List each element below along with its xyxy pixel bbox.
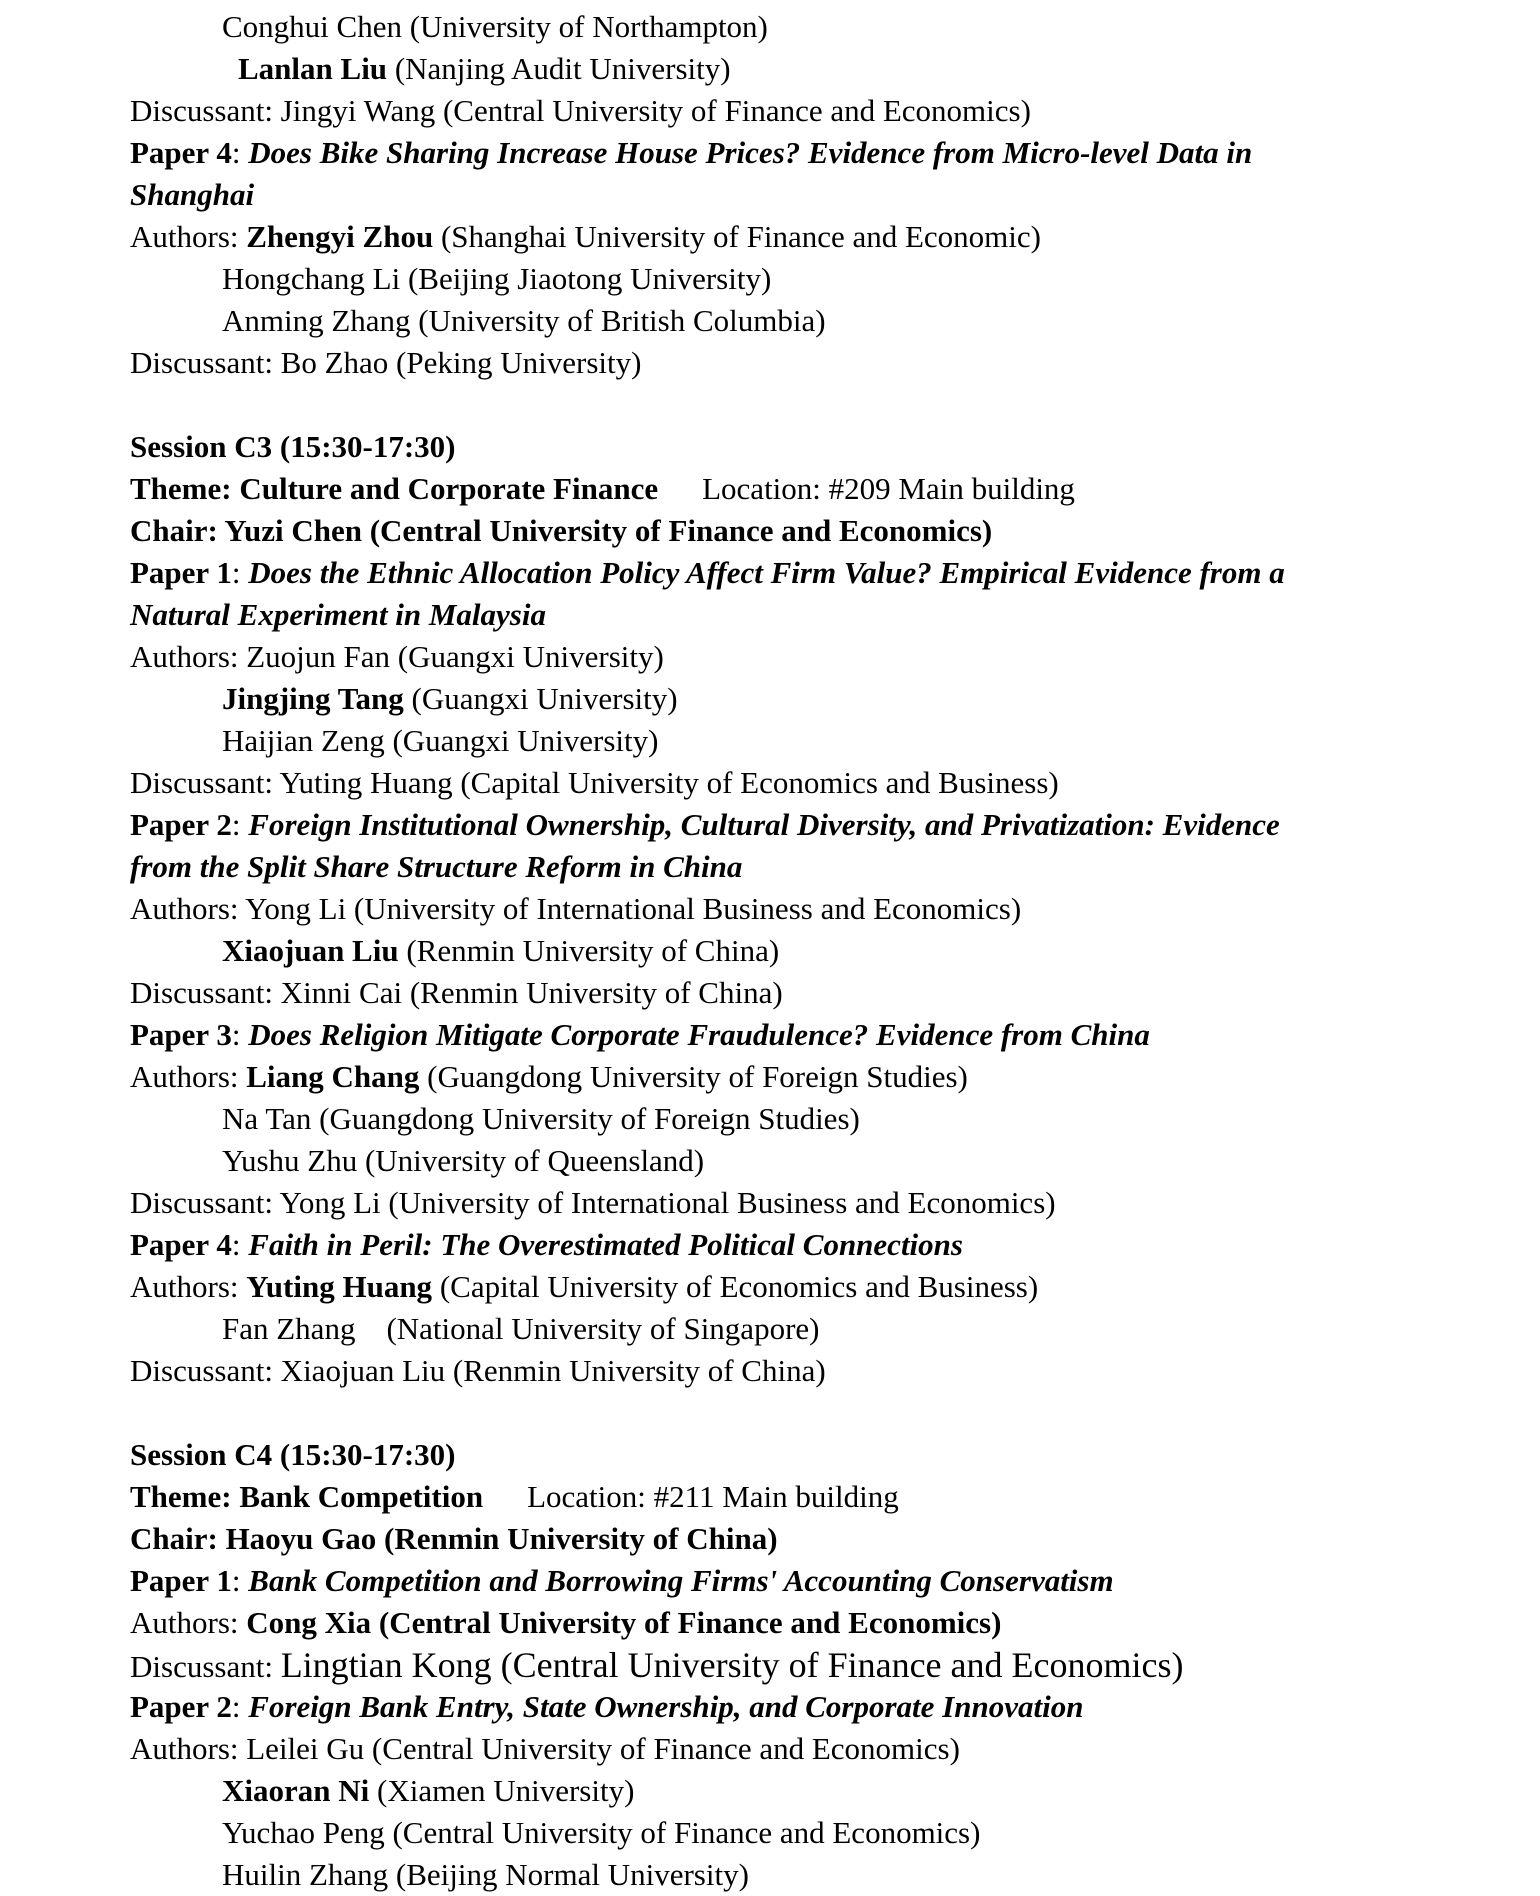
text-segment: (Guangdong University of Foreign Studies): [419, 1059, 968, 1094]
line-author-continued: [130, 1140, 1490, 1182]
line-theme: [130, 468, 1490, 510]
text-segment: Faith in Peril: The Overestimated Political Connections: [248, 1227, 963, 1262]
text-segment: :: [231, 1227, 249, 1262]
text-segment: Location: #209 Main building: [702, 471, 1075, 506]
line-chair: [130, 510, 1490, 552]
line-authors: [130, 1602, 1490, 1644]
text-segment: Paper 2: [130, 807, 232, 842]
text-segment: (Nanjing Audit University): [387, 51, 731, 86]
text-segment: Anming Zhang (University of British Columbia): [222, 303, 826, 338]
text-segment: Session C4 (15:30-17:30): [130, 1437, 456, 1472]
text-segment: Bank Competition and Borrowing Firms' Accounting Conservatism: [248, 1563, 1114, 1598]
text-segment: (Guangxi University): [403, 681, 678, 716]
line-session-header: [130, 1434, 1490, 1476]
line-paper-title: [130, 1686, 1490, 1728]
line-authors: [130, 636, 1490, 678]
text-segment: Does Religion Mitigate Corporate Fraudulence? Evidence from China: [248, 1017, 1150, 1052]
text-segment: Paper 1: [130, 555, 232, 590]
line-discussant: [130, 972, 1490, 1014]
text-segment: Huilin Zhang (Beijing Normal University): [222, 1857, 749, 1892]
text-segment: :: [231, 1563, 249, 1598]
line-paper-title: [130, 1560, 1490, 1602]
text-segment: Yuting Huang: [246, 1269, 433, 1304]
text-segment: Zhengyi Zhou: [246, 219, 434, 254]
text-segment: Xiaojuan Liu: [222, 933, 399, 968]
line-paper-title: [130, 804, 1490, 846]
line-discussant: [130, 1644, 1490, 1686]
text-segment: (Shanghai University of Finance and Economic): [433, 219, 1041, 254]
line-author-continued: [130, 1098, 1490, 1140]
text-segment: Theme: Culture and Corporate Finance: [130, 471, 659, 506]
line-paper-title-continued: [130, 846, 1490, 888]
text-segment: Cong Xia (Central University of Finance and Economics): [246, 1605, 1002, 1640]
line-author-continued: [130, 720, 1490, 762]
text-segment: Chair: Yuzi Chen (Central University of Finance and Economics): [130, 513, 993, 548]
line-paper-title: [130, 1014, 1490, 1056]
text-segment: Paper 4: [130, 135, 232, 170]
line-author-continued: [130, 1308, 1490, 1350]
text-segment: Paper 4: [130, 1227, 232, 1262]
text-segment: Natural Experiment in Malaysia: [130, 597, 546, 632]
text-segment: Discussant:: [130, 1649, 281, 1684]
text-segment: Discussant: Xinni Cai (Renmin University of China): [130, 975, 783, 1010]
line-theme: [130, 1476, 1490, 1518]
line-author-continued: [130, 678, 1490, 720]
text-segment: Discussant: Yong Li (University of International Business and Economics): [130, 1185, 1056, 1220]
text-segment: Discussant: Xiaojuan Liu (Renmin University of China): [130, 1353, 826, 1388]
line-author-continued: [130, 930, 1490, 972]
line-authors: [130, 1728, 1490, 1770]
text-segment: Does Bike Sharing Increase House Prices? Evidence from Micro-level Data in: [248, 135, 1253, 170]
text-segment: Paper 2: [130, 1689, 232, 1724]
text-segment: Shanghai: [130, 177, 255, 212]
text-segment: Authors:: [130, 1605, 247, 1640]
line-discussant: [130, 762, 1490, 804]
text-segment: Theme: Bank Competition: [130, 1479, 484, 1514]
text-segment: Chair: Haoyu Gao (Renmin University of China): [130, 1521, 778, 1556]
line-session-header: [130, 426, 1490, 468]
text-segment: Authors: Zuojun Fan (Guangxi University): [130, 639, 664, 674]
line-paper-title: [130, 132, 1490, 174]
line-discussant: [130, 1182, 1490, 1224]
line-author-continued: [130, 6, 1490, 48]
line-paper-title: [130, 552, 1490, 594]
line-discussant: [130, 342, 1490, 384]
line-authors: [130, 1266, 1490, 1308]
text-segment: Conghui Chen (University of Northampton): [222, 9, 768, 44]
text-segment: from the Split Share Structure Reform in China: [130, 849, 743, 884]
text-segment: Paper 1: [130, 1563, 232, 1598]
text-segment: Discussant: Yuting Huang (Capital University of Economics and Business): [130, 765, 1059, 800]
text-segment: Discussant: Jingyi Wang (Central University of Finance and Economics): [130, 93, 1031, 128]
text-segment: Lanlan Liu: [238, 51, 388, 86]
text-segment: Yuchao Peng (Central University of Finance and Economics): [222, 1815, 981, 1850]
text-segment: Session C3 (15:30-17:30): [130, 429, 456, 464]
text-segment: Na Tan (Guangdong University of Foreign Studies): [222, 1101, 860, 1136]
line-paper-title-continued: [130, 174, 1490, 216]
text-segment: :: [231, 555, 249, 590]
line-author-continued: [130, 1854, 1490, 1896]
text-segment: Lingtian Kong (Central University of Finance and Economics): [280, 1645, 1184, 1685]
text-segment: Yushu Zhu (University of Queensland): [222, 1143, 705, 1178]
line-author-continued: [130, 1770, 1490, 1812]
text-segment: Authors: Leilei Gu (Central University of Finance and Economics): [130, 1731, 960, 1766]
text-segment: :: [231, 1017, 249, 1052]
text-segment: Authors:: [130, 1269, 247, 1304]
text-segment: Foreign Institutional Ownership, Cultural Diversity, and Privatization: Evidence: [248, 807, 1280, 842]
line-discussant: [130, 1350, 1490, 1392]
text-segment: Location: #211 Main building: [527, 1479, 899, 1514]
line-authors: [130, 1056, 1490, 1098]
text-segment: Paper 3: [130, 1017, 232, 1052]
line-chair: [130, 1518, 1490, 1560]
line-author-continued: [130, 300, 1490, 342]
text-segment: Authors: Yong Li (University of International Business and Economics): [130, 891, 1022, 926]
text-segment: Authors:: [130, 1059, 247, 1094]
text-segment: :: [231, 1689, 249, 1724]
line-authors: [130, 216, 1490, 258]
text-segment: (Renmin University of China): [398, 933, 780, 968]
text-segment: Jingjing Tang: [222, 681, 404, 716]
line-paper-title-continued: [130, 594, 1490, 636]
text-segment: Xiaoran Ni: [222, 1773, 370, 1808]
blank-line: [130, 1392, 1490, 1434]
text-segment: :: [231, 135, 249, 170]
text-segment: (Xiamen University): [369, 1773, 635, 1808]
text-segment: Discussant: Bo Zhao (Peking University): [130, 345, 642, 380]
text-segment: :: [231, 807, 249, 842]
blank-line: [130, 384, 1490, 426]
text-segment: Hongchang Li (Beijing Jiaotong University): [222, 261, 772, 296]
line-authors: [130, 888, 1490, 930]
text-segment: Haijian Zeng (Guangxi University): [222, 723, 659, 758]
text-segment: Authors:: [130, 219, 247, 254]
line-paper-title: [130, 1224, 1490, 1266]
text-segment: Fan Zhang (National University of Singapore): [222, 1311, 820, 1346]
text-segment: (Capital University of Economics and Business): [432, 1269, 1039, 1304]
line-author-continued: [130, 258, 1490, 300]
text-segment: Foreign Bank Entry, State Ownership, and Corporate Innovation: [248, 1689, 1084, 1724]
line-discussant: [130, 90, 1490, 132]
text-segment: Liang Chang: [246, 1059, 420, 1094]
text-segment: Does the Ethnic Allocation Policy Affect Firm Value? Empirical Evidence from a: [248, 555, 1285, 590]
line-author-continued: [130, 1812, 1490, 1854]
line-author-continued: [130, 48, 1490, 90]
